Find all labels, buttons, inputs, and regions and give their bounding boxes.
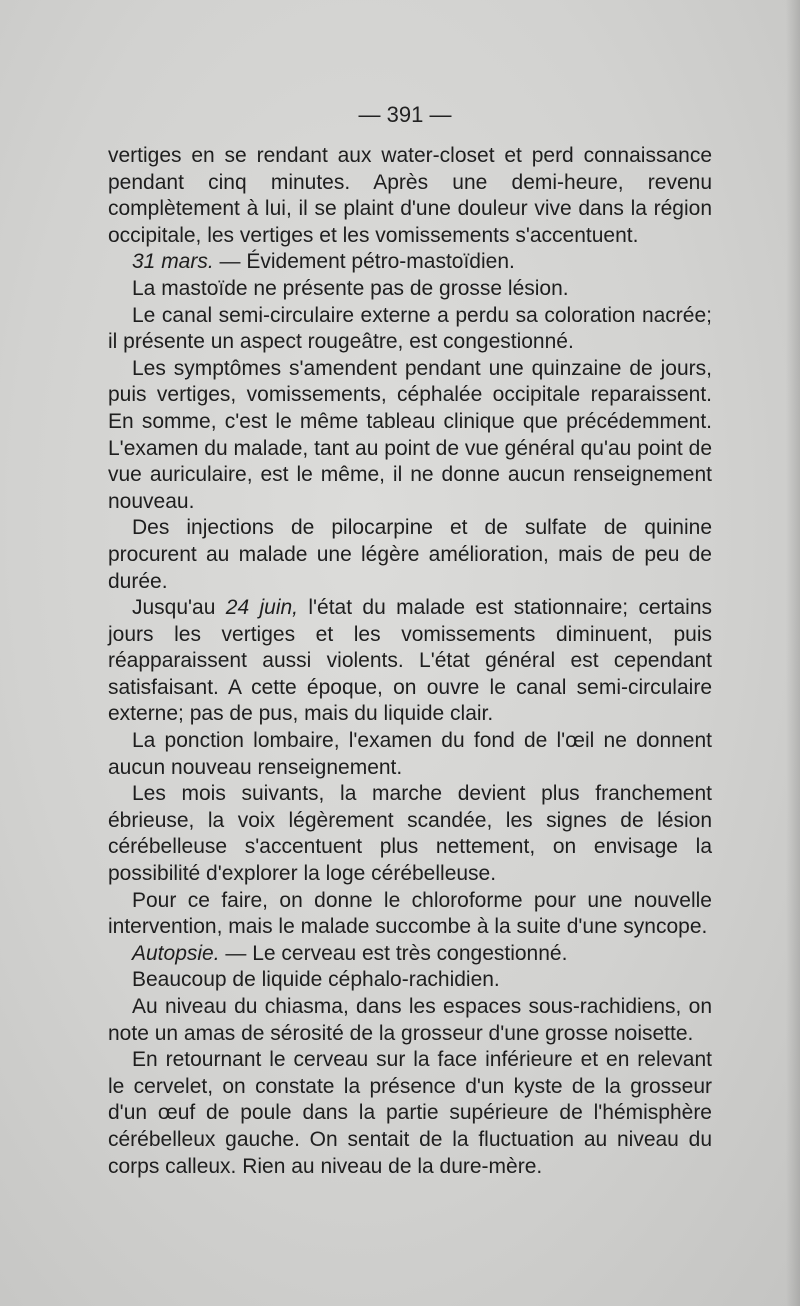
- paragraph-8: [108, 728, 712, 781]
- paragraph-text: Beaucoup de liquide céphalo-rachidien.: [132, 968, 500, 992]
- body-text: [108, 143, 712, 1180]
- date-lead: 24 juin,: [225, 596, 298, 620]
- paragraph-12: [108, 967, 712, 994]
- paragraph-text: La ponction lombaire, l'examen du fond de l'œil ne donnent aucun nouveau renseignement.: [108, 729, 712, 779]
- paragraph-text: Les mois suivants, la marche devient plus franchement ébrieuse, la voix légèrement scandée, les signes de lésion cérébelleuse s'accentuent plus nettement, on envisage la possibilité d'explorer la loge cérébelleuse.: [108, 782, 712, 886]
- paragraph-9: [108, 781, 712, 887]
- paragraph-1: [108, 143, 712, 249]
- paragraph-text: Pour ce faire, on donne le chloroforme pour une nouvelle intervention, mais le malade succombe à la suite d'une syncope.: [108, 888, 712, 939]
- page-number: — 391 —: [358, 102, 452, 127]
- paragraph-text: La mastoïde ne présente pas de grosse lésion.: [132, 276, 569, 300]
- page-edge-shadow: [786, 0, 800, 1306]
- paragraph-text: Des injections de pilocarpine et de sulfate de quinine procurent au malade une légère amélioration, mais de peu de durée.: [108, 516, 712, 593]
- paragraph-14: [108, 1047, 712, 1180]
- paragraph-5: [108, 356, 712, 516]
- paragraph-13: [108, 994, 712, 1047]
- paragraph-2: [108, 249, 712, 276]
- paragraph-7: [108, 595, 712, 728]
- paragraph-4: [108, 303, 712, 356]
- paragraph-text: Le canal semi-circulaire externe a perdu sa coloration nacrée; il présente un aspect rougeâtre, est congestionné.: [108, 303, 712, 354]
- paragraph-text: vertiges en se rendant aux water-closet et perd connaissance pendant cinq minutes. Après une demi-heure, revenu complètement à lui, il se plaint d'une douleur vive dans la région occipitale, les vertiges et les vomissements s'accentuent.: [108, 144, 712, 247]
- paragraph-text: Les symptômes s'amendent pendant une quinzaine de jours, puis vertiges, vomissements, céphalée occipitale reparaissent. En somme, c'est le même tableau clinique que précédemment. L'examen du malade, tant au point de vue général qu'au point de vue auriculaire, est le même, il ne donne aucun renseignement nouveau.: [108, 356, 712, 513]
- date-lead: 31 mars.: [132, 250, 214, 274]
- paragraph-lead-text: Jusqu'au: [132, 596, 226, 620]
- paragraph-3: [108, 276, 712, 303]
- paragraph-text: — Le cerveau est très congestionné.: [219, 941, 568, 965]
- paragraph-text: En retournant le cerveau sur la face inférieure et en relevant le cervelet, on constate la présence d'un kyste de la grosseur d'un œuf de poule dans la partie supérieure de l'hémisphère cérébelleux gauche. On sentait de la fluctuation au niveau du corps calleux. Rien au niveau de la dure-mère.: [108, 1048, 712, 1178]
- paragraph-text: l'état du malade est stationnaire; certains jours les vertiges et les vomissements diminuent, puis réapparaissent aussi violents. L'état général est cependant satisfaisant. A cette époque, on ouvre le canal semi-circulaire externe; pas de pus, mais du liquide clair.: [108, 596, 712, 726]
- paragraph-11: [108, 941, 712, 968]
- paragraph-text: Au niveau du chiasma, dans les espaces sous-rachidiens, on note un amas de sérosité de la grosseur d'une grosse noisette.: [108, 995, 712, 1045]
- paragraph-text: — Évidement pétro-mastoïdien.: [213, 250, 515, 274]
- section-lead: Autopsie.: [132, 941, 220, 965]
- paragraph-10: [108, 888, 712, 941]
- paragraph-6: [108, 515, 712, 595]
